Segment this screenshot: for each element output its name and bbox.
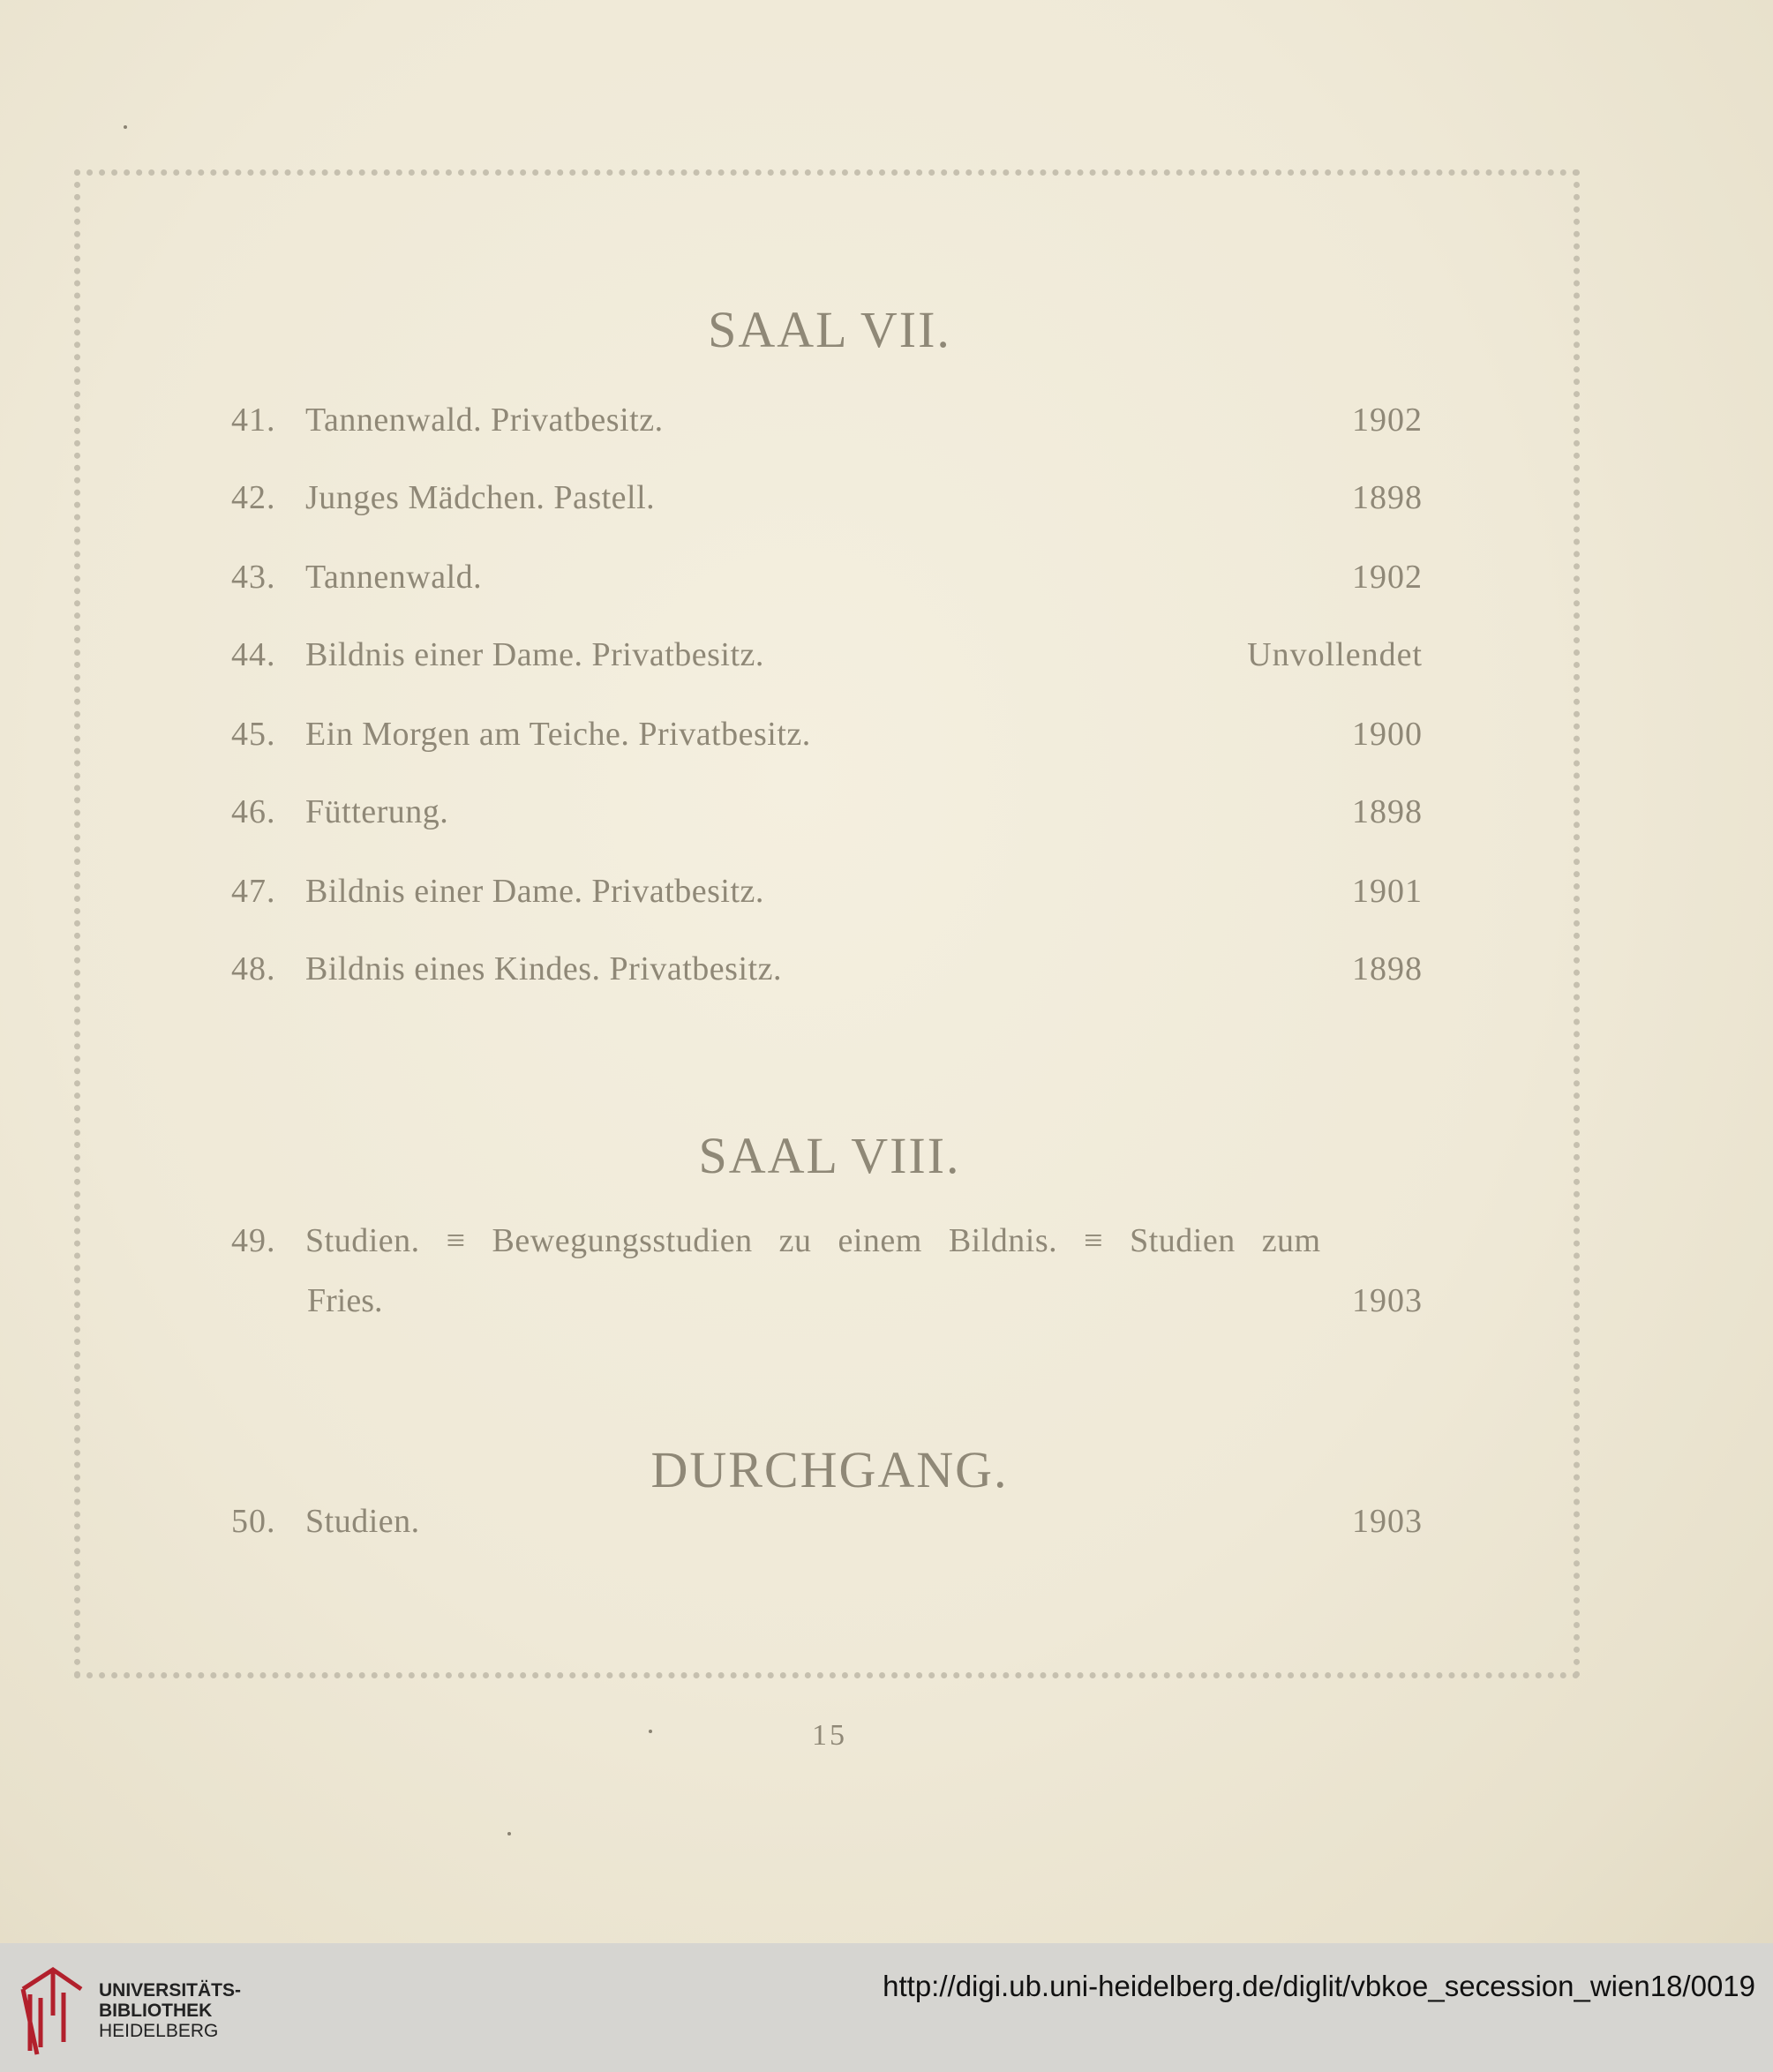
library-logo-icon (18, 1963, 86, 2058)
catalog-entry (231, 635, 1423, 688)
entry-year: 1903 (1352, 1282, 1423, 1319)
paper-speck (124, 125, 127, 129)
entry-title: Fütterung. (305, 793, 449, 830)
library-logo-text (99, 1980, 241, 2041)
logo-line: HEIDELBERG (99, 2021, 219, 2041)
entry-year: 1900 (1352, 716, 1423, 753)
section-heading-saal-viii: SAAL VIII. (698, 1127, 961, 1184)
entry-year: 1902 (1352, 402, 1423, 439)
entry-number: 49. (231, 1222, 276, 1259)
catalog-entry (231, 872, 1423, 925)
entry-year: 1902 (1352, 559, 1423, 596)
entry-number: 41. (231, 402, 276, 439)
entry-number: 45. (231, 716, 276, 753)
catalog-entry (231, 558, 1423, 611)
footer-bar (0, 1943, 1773, 2072)
entry-title: Bildnis eines Kindes. Privatbesitz. (305, 950, 782, 987)
logo-line: BIBLIOTHEK (99, 2001, 213, 2021)
entry-title: Ein Morgen am Teiche. Privatbesitz. (305, 716, 811, 753)
entry-number: 43. (231, 559, 276, 596)
logo-line: UNIVERSITÄTS- (99, 1980, 242, 2001)
entry-number: 48. (231, 950, 276, 987)
catalog-entry (231, 478, 1423, 531)
entry-title: Studien. ≡ Bewegungsstudien zu einem Bildnis. ≡ Studien zum (305, 1222, 1321, 1259)
entry-title: Studien. (305, 1503, 420, 1540)
page-number: 15 (812, 1719, 847, 1752)
catalog-entry (231, 1502, 1423, 1555)
entry-year: 1898 (1352, 950, 1423, 987)
catalog-entry (231, 715, 1423, 768)
entry-number: 47. (231, 873, 276, 910)
entry-year: Unvollendet (1247, 636, 1423, 673)
catalog-entry (231, 950, 1423, 1002)
entry-title: Tannenwald. (305, 559, 483, 596)
catalog-entry (231, 401, 1423, 454)
catalog-entry (231, 792, 1423, 845)
entry-title-continuation: Fries. (307, 1282, 383, 1319)
entry-title: Bildnis einer Dame. Privatbesitz. (305, 873, 764, 910)
entry-title: Tannenwald. Privatbesitz. (305, 402, 664, 439)
entry-number: 42. (231, 479, 276, 516)
entry-year: 1898 (1352, 793, 1423, 830)
entry-title: Bildnis einer Dame. Privatbesitz. (305, 636, 764, 673)
paper-speck (507, 1832, 511, 1836)
entry-year: 1898 (1352, 479, 1423, 516)
entry-year: 1901 (1352, 873, 1423, 910)
entry-number: 50. (231, 1503, 276, 1540)
entry-number: 44. (231, 636, 276, 673)
catalog-entry (231, 1221, 1423, 1274)
paper-speck (649, 1730, 652, 1733)
entry-number: 46. (231, 793, 276, 830)
section-heading-durchgang: DURCHGANG. (650, 1441, 1009, 1498)
entry-title: Junges Mädchen. Pastell. (305, 479, 656, 516)
section-heading-saal-vii: SAAL VII. (708, 301, 951, 358)
source-url[interactable]: http://digi.ub.uni-heidelberg.de/diglit/vbkoe_secession_wien18/0019 (883, 1970, 1755, 2002)
entry-year: 1903 (1352, 1503, 1423, 1540)
